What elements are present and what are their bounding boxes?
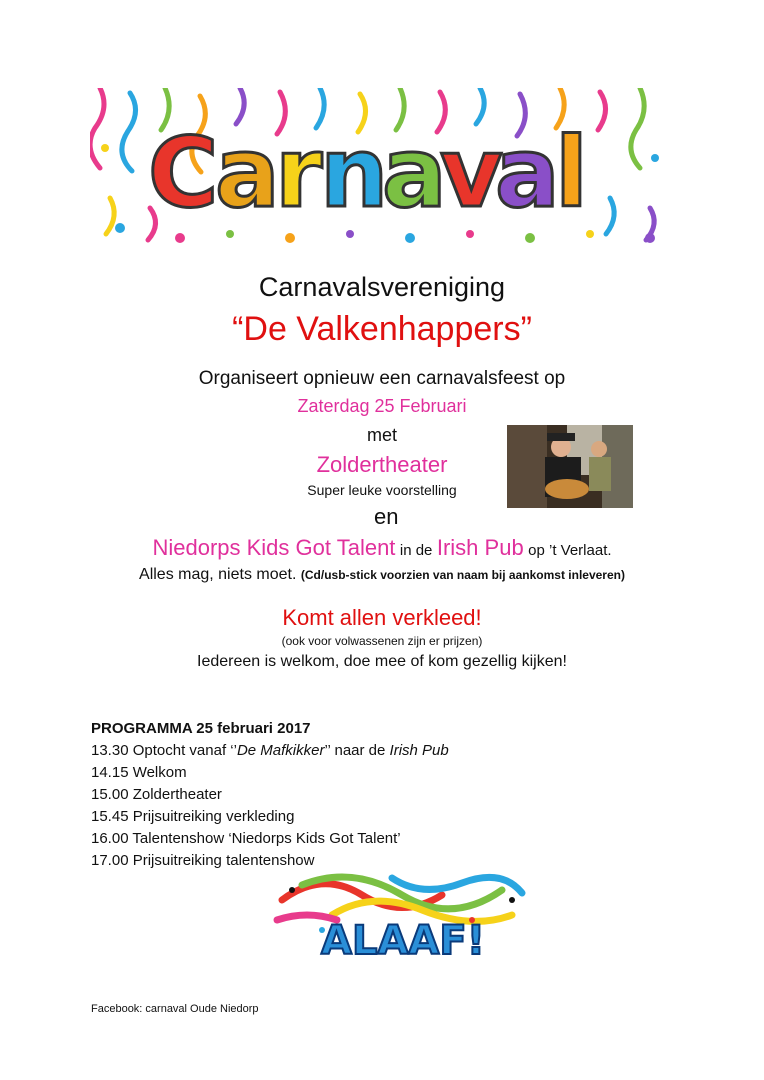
with-text: met — [366, 425, 397, 445]
program-item: 15.45 Prijsuitreiking verkleding — [91, 808, 295, 825]
place-mafkikker: De Mafkikker — [236, 742, 325, 759]
program-item-time: 13.30 — [91, 742, 129, 759]
place-irish-pub: Irish Pub — [389, 742, 449, 759]
svg-text:a: a — [215, 117, 280, 229]
carnaval-banner-image — [90, 88, 668, 246]
svg-text:v: v — [440, 117, 503, 229]
act-zoldertheater: Zoldertheater — [316, 452, 448, 477]
svg-text:C: C — [148, 117, 219, 229]
intro-line: Organiseert opnieuw een carnavalsfeest op — [198, 368, 566, 389]
program-item: 14.15 Welkom — [91, 764, 187, 781]
rule-note: (Cd/usb-stick voorzien van naam bij aankomst inleveren) — [300, 568, 625, 582]
rules-line — [0, 566, 764, 584]
alaaf-word: ALAAF! — [321, 918, 485, 962]
in-de-text: in de — [399, 542, 433, 559]
talent-show-name: Niedorps Kids Got Talent — [152, 535, 396, 560]
svg-text:a: a — [495, 117, 560, 229]
welcome-text: Iedereen is welkom, doe mee of kom gezellig kijken! — [197, 653, 567, 670]
svg-text:l: l — [555, 117, 588, 229]
and-text: en — [374, 504, 399, 529]
event-date: Zaterdag 25 Februari — [297, 396, 467, 416]
program-item: 16.00 Talentenshow ‘Niedorps Kids Got Talent’ — [91, 830, 401, 847]
rule-text: Alles mag, niets moet. — [139, 566, 297, 583]
program-item-text: ’’ naar de — [324, 742, 390, 759]
program-item: 17.00 Prijsuitreiking talentenshow — [91, 852, 315, 869]
performers-photo — [507, 425, 633, 508]
dress-up-title: Komt allen verkleed! — [282, 605, 482, 630]
program-item-text: Optocht vanaf ‘’ — [132, 742, 237, 759]
facebook-footer: Facebook: carnaval Oude Niedorp — [91, 1003, 259, 1015]
dress-up-sub: (ook voor volwassenen zijn er prijzen) — [281, 634, 483, 648]
location-text: op ’t Verlaat. — [528, 542, 612, 559]
act-description: Super leuke voorstelling — [307, 482, 457, 498]
svg-text:n: n — [320, 117, 389, 229]
org-line: Carnavalsvereniging — [258, 272, 506, 302]
program-item — [91, 740, 449, 762]
club-name: “De Valkenhappers” — [232, 310, 532, 348]
program-item: 15.00 Zoldertheater — [91, 786, 222, 803]
svg-text:a: a — [382, 117, 447, 229]
program-title: PROGRAMMA 25 februari 2017 — [91, 720, 311, 737]
alaaf-image — [272, 870, 534, 962]
venue-name: Irish Pub — [436, 535, 524, 560]
talent-line — [0, 535, 764, 561]
svg-text:r: r — [275, 117, 323, 229]
